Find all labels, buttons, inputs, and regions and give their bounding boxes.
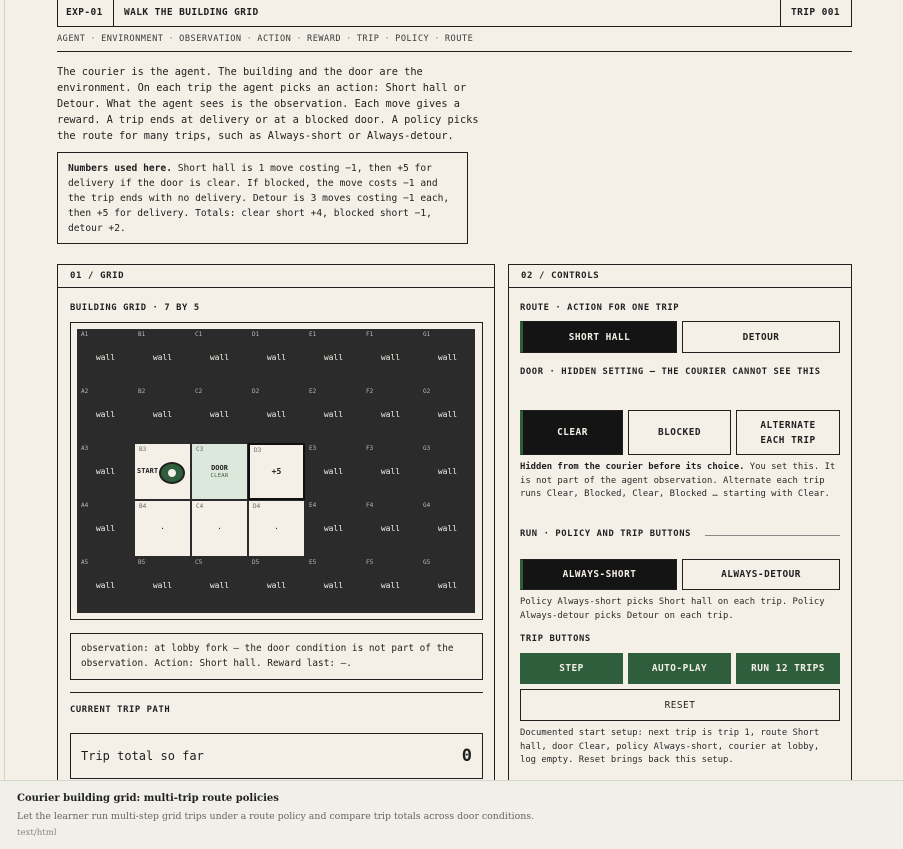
cell-id: A4 bbox=[81, 502, 89, 509]
grid-cell-d5 bbox=[248, 557, 305, 614]
nav-item-environment[interactable]: ENVIRONMENT bbox=[101, 34, 164, 44]
delivery-reward-label: +5 bbox=[271, 467, 282, 476]
grid-cell-a3 bbox=[77, 443, 134, 500]
wall-label: wall bbox=[437, 467, 458, 476]
wall-label: wall bbox=[95, 524, 116, 533]
page-title: WALK THE BUILDING GRID bbox=[113, 0, 780, 26]
grid-cell-d1 bbox=[248, 329, 305, 386]
grid-cell-b2 bbox=[134, 386, 191, 443]
cell-id: B2 bbox=[138, 388, 146, 395]
reset-button[interactable]: RESET bbox=[520, 689, 840, 721]
wall-label: wall bbox=[380, 410, 401, 419]
wall-label: wall bbox=[380, 353, 401, 362]
grid-cell-d3 bbox=[248, 443, 305, 500]
cell-id: F3 bbox=[366, 445, 374, 452]
wall-label: wall bbox=[266, 581, 287, 590]
grid-cell-e4 bbox=[305, 500, 362, 557]
cell-id: A1 bbox=[81, 331, 89, 338]
cell-id: E3 bbox=[309, 445, 317, 452]
numbers-text: Short hall is 1 move costing −1, then +5 for delivery if the door is clear. If blocked, the move costs −1 and the trip ends with no delivery. Detour is 3 moves costing −1 each, then +5 for delivery. Totals: clear short +4, blocked short −1, detour +2. bbox=[68, 163, 450, 234]
glossary-nav bbox=[57, 27, 852, 52]
grid-panel-head: 01 / GRID bbox=[58, 265, 494, 288]
grid-cell-a1 bbox=[77, 329, 134, 386]
cell-id: D2 bbox=[252, 388, 260, 395]
grid-cell-b1 bbox=[134, 329, 191, 386]
courier-eye bbox=[168, 469, 176, 477]
nav-item-policy[interactable]: POLICY bbox=[395, 34, 430, 44]
intro-text: The courier is the agent. The building and the door are the environment. On each trip the agent picks an action: Short hall or Detour. What the agent sees is the observation. Each move gives a reward. A trip ends at delivery or at a blocked door. A policy picks the route for many trips, such as Always-short or Always-detour. bbox=[57, 66, 479, 142]
cell-id: D5 bbox=[252, 559, 260, 566]
grid-cell-f5 bbox=[362, 557, 419, 614]
cell-id: F5 bbox=[366, 559, 374, 566]
artifact-caption bbox=[0, 780, 903, 849]
wall-label: wall bbox=[380, 524, 401, 533]
run-12-trips-button[interactable]: RUN 12 TRIPS bbox=[736, 653, 840, 684]
floor-label: · bbox=[274, 524, 279, 533]
grid-cell-e5 bbox=[305, 557, 362, 614]
nav-item-reward[interactable]: REWARD bbox=[307, 34, 342, 44]
cell-id: G3 bbox=[423, 445, 431, 452]
grid-canvas bbox=[77, 329, 475, 613]
wall-label: wall bbox=[152, 353, 173, 362]
route-detour-button[interactable]: DETOUR bbox=[682, 321, 840, 353]
nav-item-agent[interactable]: AGENT bbox=[57, 34, 86, 44]
start-label: START bbox=[137, 467, 159, 475]
nav-separator: · bbox=[346, 34, 352, 44]
wall-label: wall bbox=[209, 353, 230, 362]
grid-cell-b3 bbox=[134, 443, 191, 500]
cell-id: G5 bbox=[423, 559, 431, 566]
door-content bbox=[192, 444, 247, 499]
policy-note: Policy Always-short picks Short hall on each trip. Policy Always-detour picks Detour on each trip. bbox=[520, 597, 825, 621]
grid-cell-a2 bbox=[77, 386, 134, 443]
reset-note: Documented start setup: next trip is trip 1, route Short hall, door Clear, policy Always-short, courier at lobby, log empty. Reset brings back this setup. bbox=[520, 728, 820, 765]
grid-cell-c1 bbox=[191, 329, 248, 386]
wall-label: wall bbox=[323, 581, 344, 590]
controls-panel-head: 02 / CONTROLS bbox=[509, 265, 851, 288]
wall-label: wall bbox=[152, 581, 173, 590]
floor-label: · bbox=[217, 524, 222, 533]
wall-label: wall bbox=[323, 353, 344, 362]
cell-id: C2 bbox=[195, 388, 203, 395]
header-bar bbox=[57, 0, 852, 27]
building-grid bbox=[70, 322, 483, 620]
cell-id: A5 bbox=[81, 559, 89, 566]
nav-separator: · bbox=[296, 34, 303, 44]
cell-id: A3 bbox=[81, 445, 89, 452]
wall-label: wall bbox=[437, 524, 458, 533]
policy-always-short-button[interactable]: ALWAYS-SHORT bbox=[520, 559, 677, 590]
trip-counter: TRIP 001 bbox=[780, 0, 852, 26]
wall-label: wall bbox=[209, 581, 230, 590]
wall-label: wall bbox=[323, 524, 344, 533]
grid-cell-e1 bbox=[305, 329, 362, 386]
observation-box: observation: at lobby fork — the door condition is not part of the observation. Action: Short hall. Reward last: —. bbox=[70, 633, 483, 680]
grid-cell-f2 bbox=[362, 386, 419, 443]
cell-id: E4 bbox=[309, 502, 317, 509]
cell-id: B5 bbox=[138, 559, 146, 566]
experiment-id: EXP-01 bbox=[57, 0, 113, 26]
grid-cell-g3 bbox=[419, 443, 476, 500]
door-label: DOOR bbox=[211, 463, 228, 472]
wall-label: wall bbox=[437, 410, 458, 419]
trip-total-box bbox=[70, 733, 483, 779]
wall-label: wall bbox=[95, 410, 116, 419]
numbers-box bbox=[57, 152, 468, 244]
cell-id: G1 bbox=[423, 331, 431, 338]
door-clear-button[interactable]: CLEAR bbox=[520, 410, 623, 455]
cell-id: D1 bbox=[252, 331, 260, 338]
grid-cell-c2 bbox=[191, 386, 248, 443]
nav-separator: · bbox=[434, 34, 440, 44]
grid-cell-c5 bbox=[191, 557, 248, 614]
cell-id: B4 bbox=[139, 503, 147, 510]
run-title: RUN · POLICY AND TRIP BUTTONS bbox=[520, 529, 691, 539]
door-state: CLEAR bbox=[210, 472, 229, 479]
grid-cell-f4 bbox=[362, 500, 419, 557]
grid-cell-g4 bbox=[419, 500, 476, 557]
cell-id: E5 bbox=[309, 559, 317, 566]
floor-label: · bbox=[160, 524, 165, 533]
grid-cell-d2 bbox=[248, 386, 305, 443]
nav-item-trip[interactable]: TRIP bbox=[356, 34, 380, 44]
grid-cell-g2 bbox=[419, 386, 476, 443]
wall-label: wall bbox=[437, 581, 458, 590]
courier-icon bbox=[159, 462, 185, 484]
grid-cell-a5 bbox=[77, 557, 134, 614]
route-short-button[interactable]: SHORT HALL bbox=[520, 321, 677, 353]
door-blocked-button[interactable]: BLOCKED bbox=[628, 410, 731, 455]
grid-cell-f1 bbox=[362, 329, 419, 386]
numbers-lead: Numbers used here. bbox=[68, 163, 172, 174]
cell-id: A2 bbox=[81, 388, 89, 395]
wall-label: wall bbox=[380, 467, 401, 476]
cell-id: C5 bbox=[195, 559, 203, 566]
caption-description: Let the learner run multi-step grid trips under a route policy and compare trip totals across door conditions. bbox=[17, 811, 535, 822]
caption-mime: text/html bbox=[17, 828, 57, 838]
wall-label: wall bbox=[209, 410, 230, 419]
grid-cell-e2 bbox=[305, 386, 362, 443]
nav-item-action[interactable]: ACTION bbox=[257, 34, 292, 44]
trip-path-title: CURRENT TRIP PATH bbox=[70, 705, 171, 715]
grid-cell-b5 bbox=[134, 557, 191, 614]
wall-label: wall bbox=[380, 581, 401, 590]
grid-cell-f3 bbox=[362, 443, 419, 500]
wall-label: wall bbox=[152, 410, 173, 419]
nav-separator: · bbox=[90, 34, 97, 44]
cell-id: C1 bbox=[195, 331, 203, 338]
cell-id: E1 bbox=[309, 331, 317, 338]
door-alternate-button[interactable]: ALTERNATE EACH TRIP bbox=[736, 410, 840, 455]
cell-id: F2 bbox=[366, 388, 374, 395]
nav-item-observation[interactable]: OBSERVATION bbox=[179, 34, 242, 44]
door-note-lead: Hidden from the courier before its choice. bbox=[520, 462, 745, 472]
cell-id: F1 bbox=[366, 331, 374, 338]
grid-cell-g1 bbox=[419, 329, 476, 386]
door-note-text: You set this. It is not part of the agent observation. Alternate each trip runs Clear, Blocked, Clear, Blocked … starting with Clear. bbox=[520, 462, 836, 499]
divider bbox=[70, 692, 483, 693]
policy-always-detour-button[interactable]: ALWAYS-DETOUR bbox=[682, 559, 840, 590]
cell-id: G4 bbox=[423, 502, 431, 509]
left-edge bbox=[4, 0, 5, 780]
grid-panel bbox=[57, 264, 495, 780]
trip-total-value: 0 bbox=[461, 746, 472, 766]
caption-title: Courier building grid: multi-trip route policies bbox=[17, 793, 279, 804]
door-title: DOOR · HIDDEN SETTING — THE COURIER CANNOT SEE THIS bbox=[520, 367, 821, 377]
wall-label: wall bbox=[266, 353, 287, 362]
cell-id: D3 bbox=[254, 447, 262, 454]
route-title: ROUTE · ACTION FOR ONE TRIP bbox=[520, 303, 680, 313]
cell-id: C3 bbox=[196, 446, 204, 453]
grid-title: BUILDING GRID · 7 BY 5 bbox=[70, 303, 200, 313]
wall-label: wall bbox=[95, 353, 116, 362]
grid-cell-d4 bbox=[248, 500, 305, 557]
cell-id: D4 bbox=[253, 503, 261, 510]
grid-cell-e3 bbox=[305, 443, 362, 500]
grid-cell-c3 bbox=[191, 443, 248, 500]
trip-total-label: Trip total so far bbox=[81, 749, 204, 763]
trip-buttons-title: TRIP BUTTONS bbox=[520, 634, 591, 644]
step-button[interactable]: STEP bbox=[520, 653, 623, 684]
nav-item-route[interactable]: ROUTE bbox=[444, 34, 474, 44]
cell-id: C4 bbox=[196, 503, 204, 510]
cell-id: E2 bbox=[309, 388, 317, 395]
run-rule bbox=[705, 535, 840, 536]
cell-id: F4 bbox=[366, 502, 374, 509]
wall-label: wall bbox=[437, 353, 458, 362]
wall-label: wall bbox=[266, 410, 287, 419]
wall-label: wall bbox=[323, 410, 344, 419]
door-note bbox=[520, 461, 838, 502]
door-label-group bbox=[210, 464, 228, 480]
nav-separator: · bbox=[384, 34, 391, 44]
grid-cell-b4 bbox=[134, 500, 191, 557]
wall-label: wall bbox=[323, 467, 344, 476]
wall-label: wall bbox=[95, 467, 116, 476]
grid-cell-c4 bbox=[191, 500, 248, 557]
cell-id: B3 bbox=[139, 446, 147, 453]
nav-separator: · bbox=[246, 34, 253, 44]
cell-id: B1 bbox=[138, 331, 146, 338]
grid-cell-g5 bbox=[419, 557, 476, 614]
auto-play-button[interactable]: AUTO-PLAY bbox=[628, 653, 731, 684]
grid-cell-a4 bbox=[77, 500, 134, 557]
nav-separator: · bbox=[168, 34, 175, 44]
controls-panel bbox=[508, 264, 852, 780]
cell-id: G2 bbox=[423, 388, 431, 395]
wall-label: wall bbox=[95, 581, 116, 590]
